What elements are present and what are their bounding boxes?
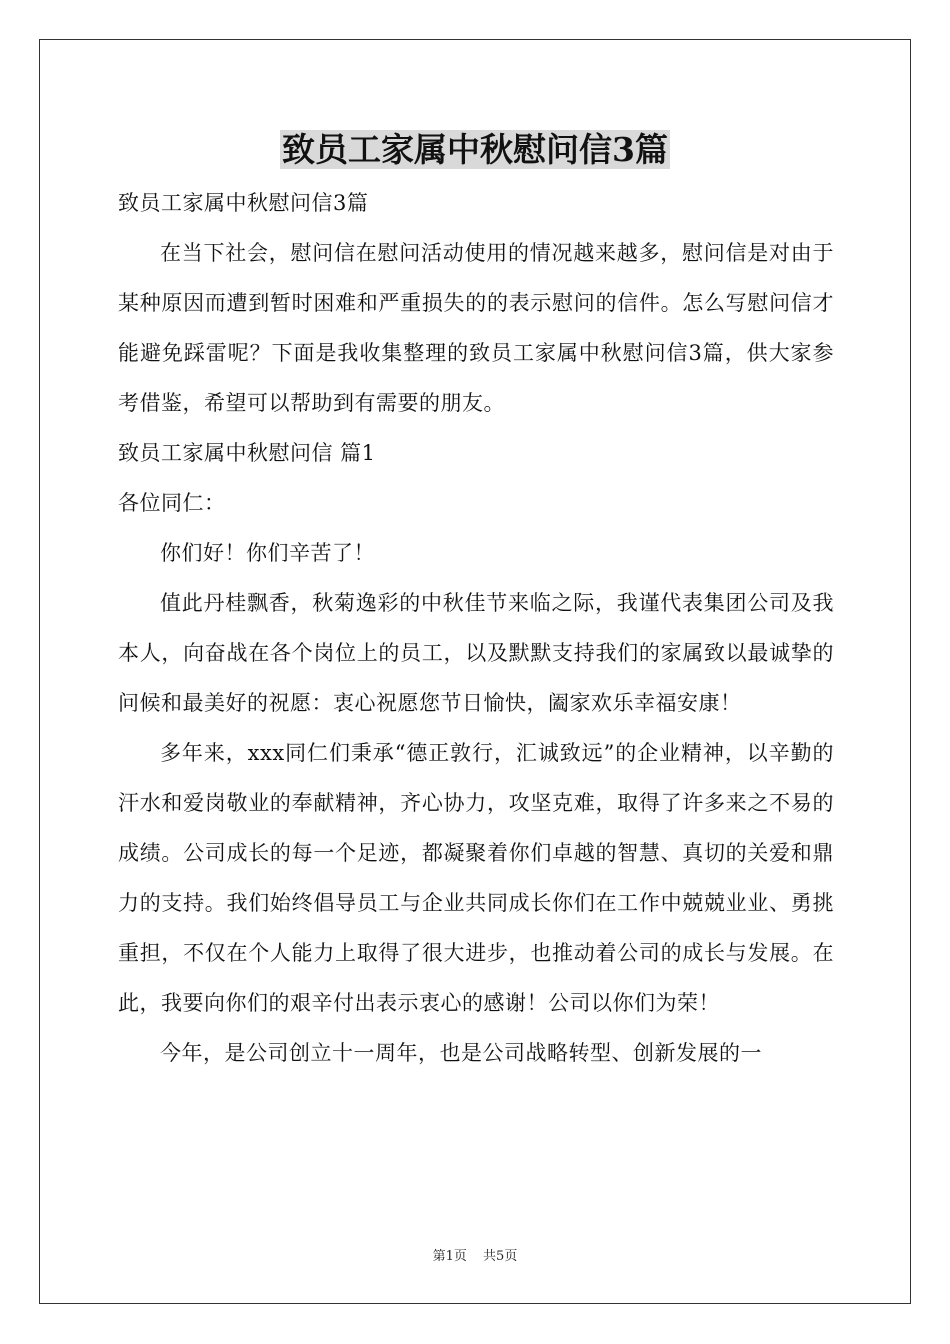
page-number: 第1页 共5页 bbox=[432, 1249, 518, 1264]
document-title-text: 致员工家属中秋慰问信3篇 bbox=[282, 130, 668, 169]
paragraph-wishes: 值此丹桂飘香，秋菊逸彩的中秋佳节来临之际，我谨代表集团公司及我本人，向奋战在各个岗位上的员工，以及默默支持我们的家属致以最诚挚的问候和最美好的祝愿：衷心祝愿您节日愉快，阖家欢乐幸福安康！ bbox=[118, 591, 834, 715]
section-heading-1: 致员工家属中秋慰问信 篇1 bbox=[118, 441, 376, 465]
paragraph-subtitle: 致员工家属中秋慰问信3篇 bbox=[118, 191, 369, 215]
salutation: 各位同仁： bbox=[118, 491, 226, 515]
paragraph-anniversary: 今年，是公司创立十一周年，也是公司战略转型、创新发展的一 bbox=[160, 1041, 762, 1065]
paragraph-intro: 在当下社会，慰问信在慰问活动使用的情况越来越多，慰问信是对由于某种原因而遭到暂时困难和严重损失的的表示慰问的信件。怎么写慰问信才能避免踩雷呢？下面是我收集整理的致员工家属中秋慰问信3篇，供大家参考借鉴，希望可以帮助到有需要的朋友。 bbox=[118, 241, 834, 415]
paragraph-achievements: 多年来，xxx同仁们秉承“德正敦行，汇诚致远”的企业精神，以辛勤的汗水和爱岗敬业的奉献精神，齐心协力，攻坚克难，取得了许多来之不易的成绩。公司成长的每一个足迹，都凝聚着你们卓越的智慧、真切的关爱和鼎力的支持。我们始终倡导员工与企业共同成长你们在工作中兢兢业业、勇挑重担，不仅在个人能力上取得了很大进步，也推动着公司的成长与发展。在此，我要向你们的艰辛付出表示衷心的感谢！公司以你们为荣！ bbox=[118, 741, 834, 1015]
document-title bbox=[0, 126, 950, 174]
page-footer bbox=[0, 1248, 950, 1266]
document-body bbox=[118, 178, 834, 1078]
paragraph-greeting: 你们好！你们辛苦了！ bbox=[160, 541, 375, 565]
